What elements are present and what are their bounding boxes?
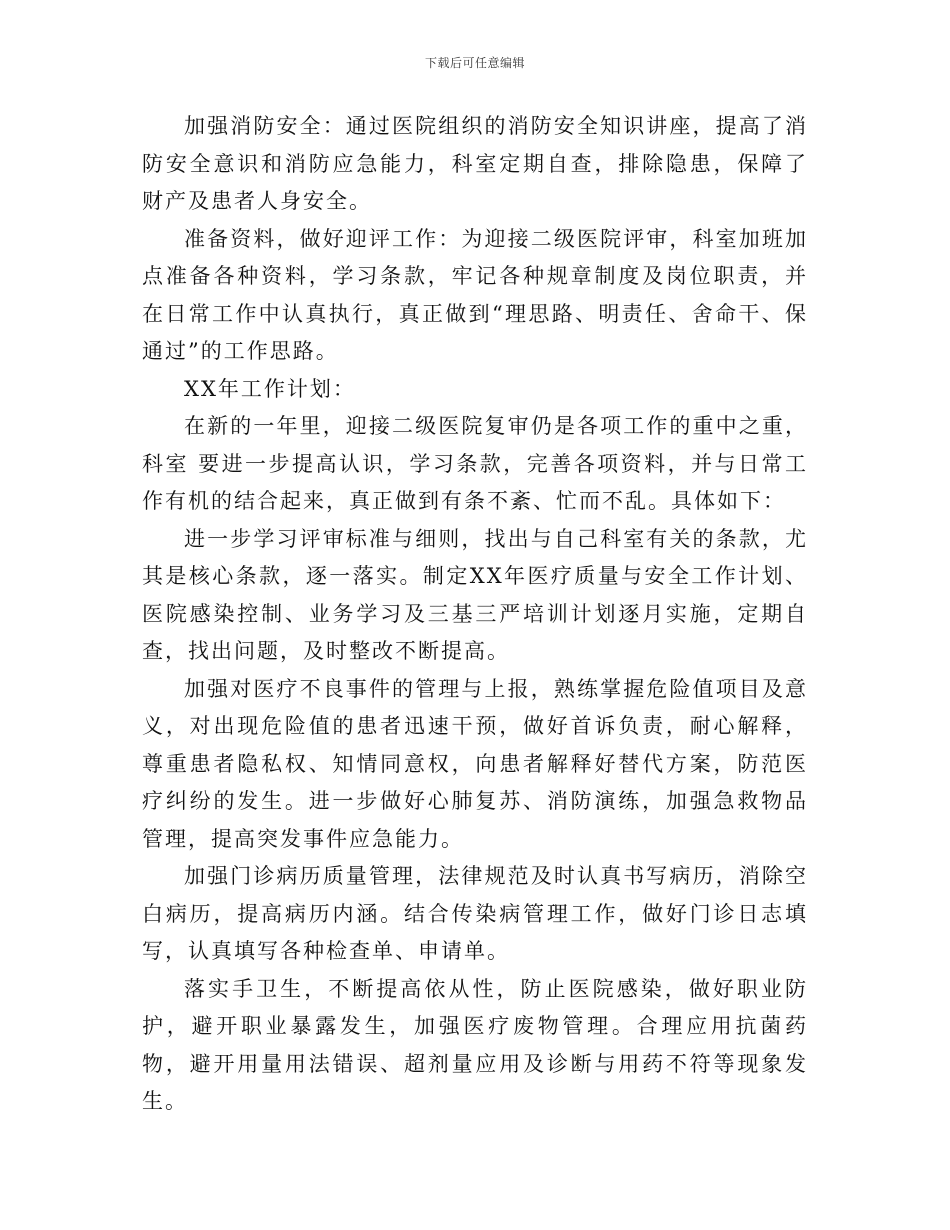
paragraph-standards: 进一步学习评审标准与细则，找出与自己科室有关的条款，尤其是核心条款，逐一落实。制定XX年医疗质量与安全工作计划、医院感染控制、业务学习及三基三严培训计划逐月实施，定期自查，找出问题，及时整改不断提高。: [142, 526, 808, 663]
paragraph-adverse-events: 加强对医疗不良事件的管理与上报，熟练掌握危险值项目及意义，对出现危险值的患者迅速干预，做好首诉负责，耐心解释，尊重患者隐私权、知情同意权，向患者解释好替代方案，防范医疗纠纷的发生。进一步做好心肺复苏、消防演练，加强急救物品管理，提高突发事件应急能力。: [142, 676, 808, 851]
document-body: [142, 108, 808, 1121]
paragraph-plan-heading: XX年工作计划：: [184, 376, 356, 401]
paragraph-hand-hygiene: 落实手卫生，不断提高依从性，防止医院感染，做好职业防护，避开职业暴露发生，加强医疗废物管理。合理应用抗菌药物，避开用量用法错误、超剂量应用及诊断与用药不符等现象发生。: [142, 976, 808, 1113]
paragraph-plan-intro: 在新的一年里，迎接二级医院复审仍是各项工作的重中之重，科室 要进一步提高认识，学习条款，完善各项资料，并与日常工作有机的结合起来，真正做到有条不紊、忙而不乱。具体如下：: [142, 414, 808, 513]
page-header: 下载后可任意编辑: [424, 56, 525, 70]
paragraph-fire-safety: 加强消防安全：通过医院组织的消防安全知识讲座，提高了消防安全意识和消防应急能力，科室定期自查，排除隐患，保障了财产及患者人身安全。: [142, 114, 808, 213]
paragraph-medical-records: 加强门诊病历质量管理，法律规范及时认真书写病历，消除空白病历，提高病历内涵。结合传染病管理工作，做好门诊日志填写，认真填写各种检查单、申请单。: [142, 864, 808, 963]
paragraph-evaluation-prep: 准备资料，做好迎评工作：为迎接二级医院评审，科室加班加点准备各种资料，学习条款，牢记各种规章制度及岗位职责，并在日常工作中认真执行，真正做到“理思路、明责任、舍命干、保通过”的工作思路。: [142, 226, 808, 363]
